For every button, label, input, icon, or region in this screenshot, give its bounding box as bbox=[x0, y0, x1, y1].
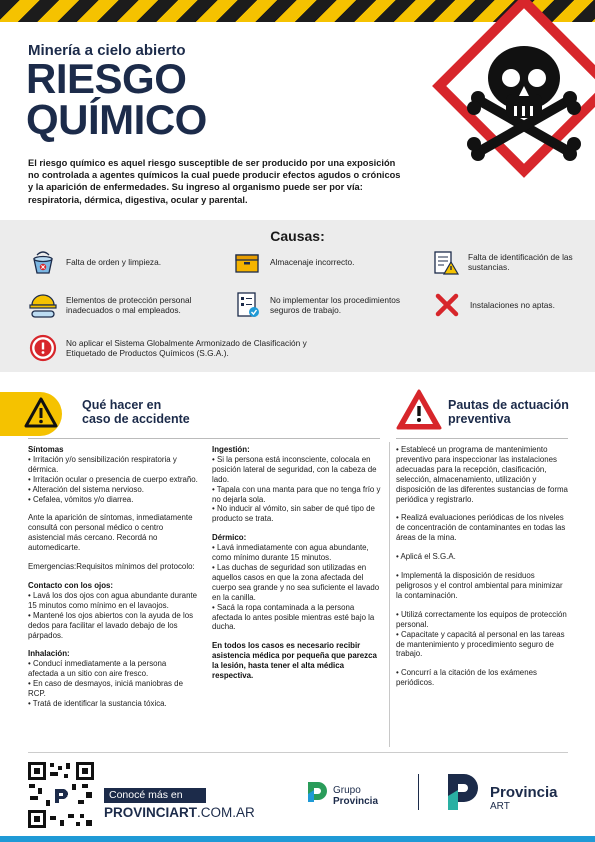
clipboard-warning-icon bbox=[430, 247, 460, 277]
preventive-column bbox=[396, 445, 568, 688]
list-item: • Establecé un programa de mantenimiento preventivo para inspeccionar las instalaciones adecuadas para la recepción, clasificación, selección, almacenamiento, utilización y disposición de las diferentes sustancias de forma periódica y registrarlo. bbox=[396, 445, 568, 504]
accident-divider bbox=[28, 438, 380, 439]
page-subtitle: Minería a cielo abierto bbox=[28, 42, 186, 59]
accident-column-2 bbox=[212, 445, 382, 681]
box-icon bbox=[232, 247, 262, 277]
causes-title: Causas: bbox=[270, 228, 325, 244]
list-item: • Tratá de identificar la sustancia tóxica. bbox=[28, 698, 167, 708]
list-item: • Utilizá correctamente los equipos de protección personal. • Capacitate y capacitá al personal en las tareas de mantenimiento y procedimiento seguro de trabajo. bbox=[396, 609, 567, 659]
danger-triangle-icon bbox=[396, 388, 442, 432]
provincia-art-logo-icon bbox=[444, 772, 484, 812]
list-item: • Tapala con una manta para que no tenga frío y no dejarla sola. bbox=[212, 484, 381, 504]
list-item: • Conducí inmediatamente a la persona afectada a un sitio con aire fresco. bbox=[28, 659, 167, 679]
dermal-title: Dérmico: bbox=[212, 533, 247, 543]
list-item: • Realizá evaluaciones periódicas de los niveles de concentración de contaminantes en todas las áreas de la mina. bbox=[396, 513, 566, 543]
alert-circle-icon bbox=[28, 333, 58, 363]
footer-stripe bbox=[0, 836, 595, 842]
eyes-title: Contacto con los ojos: bbox=[28, 580, 114, 590]
cause-item-ppe bbox=[28, 290, 213, 320]
cause-label: Instalaciones no aptas. bbox=[470, 299, 555, 310]
closing-note: En todos los casos es necesario recibir asistencia médica por pequeña que parezca la lesión, hasta tener el alta médica respectiva. bbox=[212, 641, 377, 681]
symptoms-title: Síntomas bbox=[28, 445, 64, 454]
cause-label: Falta de identificación de las sustancias. bbox=[468, 251, 573, 272]
list-item: • Concurrí a la citación de los exámenes periódicos. bbox=[396, 668, 537, 688]
page-title bbox=[26, 55, 207, 143]
cause-label: No aplicar el Sistema Globalmente Armonizado de Clasificación y Etiquetado de Productos Químicos (S.G.A.). bbox=[66, 337, 307, 358]
list-item: • Cefalea, vómitos y/o diarrea. bbox=[28, 494, 134, 504]
qr-code[interactable] bbox=[26, 760, 96, 830]
cause-label: No implementar los procedimientos seguros de trabajo. bbox=[270, 294, 401, 315]
x-mark-icon bbox=[432, 290, 462, 320]
skull-crossbones-icon bbox=[420, 0, 595, 190]
provincia-art-sub: ART bbox=[490, 801, 510, 812]
list-item: • Implementá la disposición de residuos peligrosos y el control ambiental para minimizar la contaminación. bbox=[396, 571, 563, 600]
list-item: • Mantené los ojos abiertos con la ayuda de los dedos para facilitar el lavado debajo de los párpados. bbox=[28, 610, 194, 640]
cause-label: Almacenaje incorrecto. bbox=[270, 256, 355, 267]
logo-separator bbox=[418, 774, 419, 810]
list-item: • Sacá la ropa contaminada a la persona afectada lo antes posible mientras esté bajo la ducha. bbox=[212, 602, 375, 632]
grupo-provincia-logo: Grupo Provincia bbox=[333, 785, 379, 807]
cause-label: Falta de orden y limpieza. bbox=[66, 256, 162, 267]
procedure-document-icon bbox=[232, 290, 262, 320]
list-item: • En caso de desmayos, iniciá maniobras de RCP. bbox=[28, 679, 183, 699]
ingestion-title: Ingestión: bbox=[212, 445, 250, 454]
list-item: • Irritación y/o sensibilización respiratoria y dérmica. bbox=[28, 454, 177, 474]
emergency-note: Emergencias:Requisitos mínimos del protocolo: bbox=[28, 562, 195, 572]
title-line-1: RIESGO bbox=[26, 55, 187, 102]
cause-item-cleaning bbox=[28, 247, 208, 277]
list-item: • Lavá los dos ojos con agua abundante durante 15 minutos como mínimo en el lavaojos. bbox=[28, 590, 198, 610]
preventive-divider bbox=[396, 438, 568, 439]
intro-text: El riesgo químico es aquel riesgo susceptible de ser producido por una exposición no controlada a agentes químicos la cual puede producir efectos agudos o crónicos y la aparición de enfermedades. Su ingreso al organismo puede ser por vía: respiratoria, dérmica, digestiva, ocular y parental. bbox=[28, 158, 401, 205]
column-divider bbox=[389, 442, 390, 747]
list-item: • Lavá inmediatamente con agua abundante, como mínimo durante 15 minutos. bbox=[212, 543, 369, 563]
accident-title: Qué hacer en caso de accidente bbox=[82, 398, 190, 426]
list-item: • Si la persona está inconsciente, colocala en posición lateral de seguridad, con la cabeza de lado. bbox=[212, 454, 377, 484]
cta-label: Conocé más en bbox=[104, 788, 206, 803]
broom-bucket-icon bbox=[28, 247, 58, 277]
cause-label: Elementos de protección personal inadecuados o mal empleados. bbox=[66, 294, 192, 315]
list-item: • Irritación ocular o presencia de cuerpo extraño. bbox=[28, 474, 198, 484]
cause-item-installations bbox=[432, 290, 582, 320]
cause-item-identification bbox=[430, 247, 580, 277]
provincia-art-brand: Provincia bbox=[490, 784, 558, 801]
list-item: • Alteración del sistema nervioso. bbox=[28, 484, 144, 494]
cause-item-sga bbox=[28, 333, 318, 363]
list-item: • Aplicá el S.G.A. bbox=[396, 552, 456, 562]
list-item: • No inducir al vómito, sin saber de qué tipo de producto se trata. bbox=[212, 504, 375, 524]
warning-triangle-icon bbox=[24, 396, 58, 430]
title-line-2: QUÍMICO bbox=[26, 96, 207, 143]
cause-item-procedures bbox=[232, 290, 422, 320]
cause-item-storage bbox=[232, 247, 392, 277]
list-item: • Las duchas de seguridad son utilizadas en aquellos casos en que la zona afectada del cuerpo sea grande y no sea suficiente el lavado en la canilla. bbox=[212, 562, 380, 602]
symptoms-note: Ante la aparición de síntomas, inmediatamente consultá con personal médico o centro asistencial más cercano. Recordá no automedicarte. bbox=[28, 513, 193, 553]
inhalation-title: Inhalación: bbox=[28, 649, 70, 659]
website-link[interactable]: PROVINCIART.COM.AR bbox=[104, 805, 255, 820]
accident-column-1 bbox=[28, 445, 198, 709]
helmet-goggles-icon bbox=[28, 290, 58, 320]
grupo-provincia-logo-icon bbox=[305, 780, 329, 804]
footer-divider bbox=[28, 752, 568, 753]
preventive-title: Pautas de actuación preventiva bbox=[448, 398, 569, 426]
